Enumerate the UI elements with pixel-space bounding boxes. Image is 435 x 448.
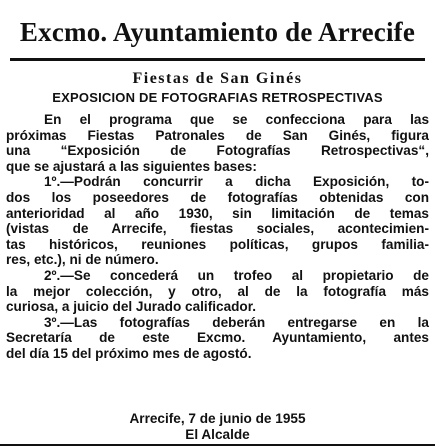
notice-body [6, 112, 429, 362]
body-line: próximas Fiestas Patronales de San Ginés, figura [6, 127, 429, 143]
body-line: 3º.—Las fotografías deberán entregarse en la [44, 314, 429, 330]
body-line: dos los poseedores de fotografías obtenidas con [6, 189, 429, 205]
body-line: Secretaría de este Excmo. Ayuntamiento, antes [6, 330, 429, 346]
body-line: tas históricos, reuniones políticas, grupos familia- [6, 236, 429, 252]
body-line: curiosa, a juicio del Jurado calificador. [6, 299, 257, 315]
notice-section-title: EXPOSICION DE FOTOGRAFIAS RETROSPECTIVAS [52, 90, 383, 105]
body-line: (vistas de Arrecife, fiestas sociales, acontecimien- [6, 221, 429, 237]
notice-date: Arrecife, 7 de junio de 1955 [129, 411, 306, 426]
body-line: 1º.—Podrán concurrir a dicha Exposición, to- [44, 174, 429, 190]
notice-signature: El Alcalde [185, 427, 250, 442]
body-line: anterioridad al año 1930, sin limitación de temas [6, 205, 429, 221]
body-line: la mejor colección, y otro, al de la fotografía más [6, 283, 429, 299]
header-divider [10, 58, 425, 61]
notice-subtitle: Fiestas de San Ginés [132, 70, 303, 87]
body-line: que se ajustará a las siguientes bases: [6, 158, 257, 174]
page-title: Excmo. Ayuntamiento de Arrecife [19, 17, 416, 47]
body-line: 2º.—Se concederá un trofeo al propietario de [44, 267, 429, 283]
footer-divider [0, 444, 435, 446]
body-line: res, etc.), ni de número. [6, 252, 159, 268]
body-line: del día 15 del próximo mes de agostó. [6, 345, 252, 361]
body-line: una “Exposición de Fotografías Retrospectivas“, [6, 143, 429, 159]
body-line: En el programa que se confecciona para las [44, 112, 429, 127]
